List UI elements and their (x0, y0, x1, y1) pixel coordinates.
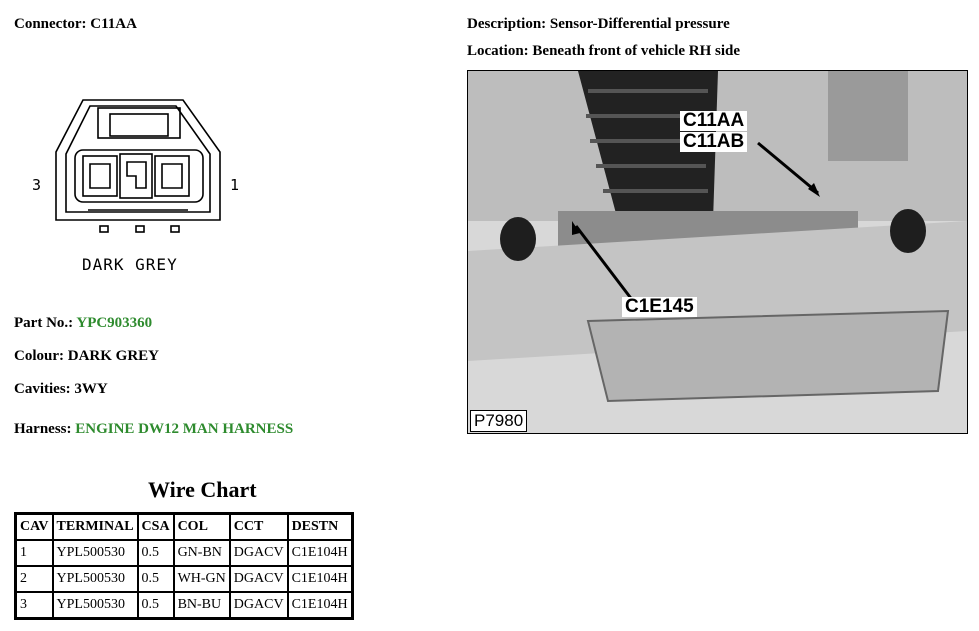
cell-col: WH-GN (174, 566, 230, 592)
photo-code: P7980 (470, 410, 527, 432)
colour-label: Colour: (14, 348, 64, 364)
cell-destn: C1E104H (288, 540, 353, 566)
cell-cct: DGACV (230, 592, 288, 619)
col-header-cct: CCT (230, 514, 288, 541)
harness-field (14, 421, 293, 438)
callout-c11ab: C11AB (680, 132, 747, 152)
callout-c1e145: C1E145 (622, 297, 697, 317)
location-value: Beneath front of vehicle RH side (532, 43, 741, 59)
harness-link[interactable]: ENGINE DW12 MAN HARNESS (75, 421, 294, 437)
diagram-caption: DARK GREY (82, 255, 178, 274)
table-header-row (16, 514, 353, 541)
col-header-terminal: TERMINAL (53, 514, 138, 541)
cell-cct: DGACV (230, 540, 288, 566)
pin-label-left: 3 (32, 176, 42, 194)
location-photo (467, 70, 968, 434)
table-row (16, 566, 353, 592)
part-number-label: Part No.: (14, 315, 74, 331)
col-header-csa: CSA (138, 514, 174, 541)
cell-cav: 2 (16, 566, 53, 592)
cell-cav: 3 (16, 592, 53, 619)
cavities-field (14, 381, 108, 398)
col-header-col: COL (174, 514, 230, 541)
colour-field (14, 348, 159, 365)
cell-col: BN-BU (174, 592, 230, 619)
part-number-field (14, 315, 152, 332)
table-row (16, 540, 353, 566)
connector-label: Connector: (14, 16, 87, 32)
cavities-label: Cavities: (14, 381, 71, 397)
description-value: Sensor-Differential pressure (549, 16, 730, 32)
cell-terminal: YPL500530 (53, 592, 138, 619)
harness-label: Harness: (14, 421, 72, 437)
connector-face-diagram (28, 92, 248, 282)
cell-cav: 1 (16, 540, 53, 566)
description-label: Description: (467, 16, 547, 32)
cell-csa: 0.5 (138, 540, 174, 566)
cell-destn: C1E104H (288, 592, 353, 619)
cavities-value: 3WY (74, 381, 108, 397)
connector-field (14, 16, 137, 33)
cell-cct: DGACV (230, 566, 288, 592)
wire-chart-title: Wire Chart (148, 477, 257, 502)
cell-terminal: YPL500530 (53, 566, 138, 592)
cell-col: GN-BN (174, 540, 230, 566)
cell-csa: 0.5 (138, 566, 174, 592)
location-label: Location: (467, 43, 529, 59)
wire-chart-table (14, 512, 354, 620)
col-header-destn: DESTN (288, 514, 353, 541)
pin-label-right: 1 (230, 176, 240, 194)
part-number-link[interactable]: YPC903360 (76, 315, 153, 331)
colour-value: DARK GREY (67, 348, 160, 364)
cell-terminal: YPL500530 (53, 540, 138, 566)
connector-outline-drawing (28, 92, 248, 252)
callout-c11aa: C11AA (680, 111, 747, 131)
cell-csa: 0.5 (138, 592, 174, 619)
connector-value: C11AA (90, 16, 137, 32)
description-field (467, 16, 730, 33)
cell-destn: C1E104H (288, 566, 353, 592)
table-row (16, 592, 353, 619)
location-field (467, 43, 740, 60)
col-header-cav: CAV (16, 514, 53, 541)
